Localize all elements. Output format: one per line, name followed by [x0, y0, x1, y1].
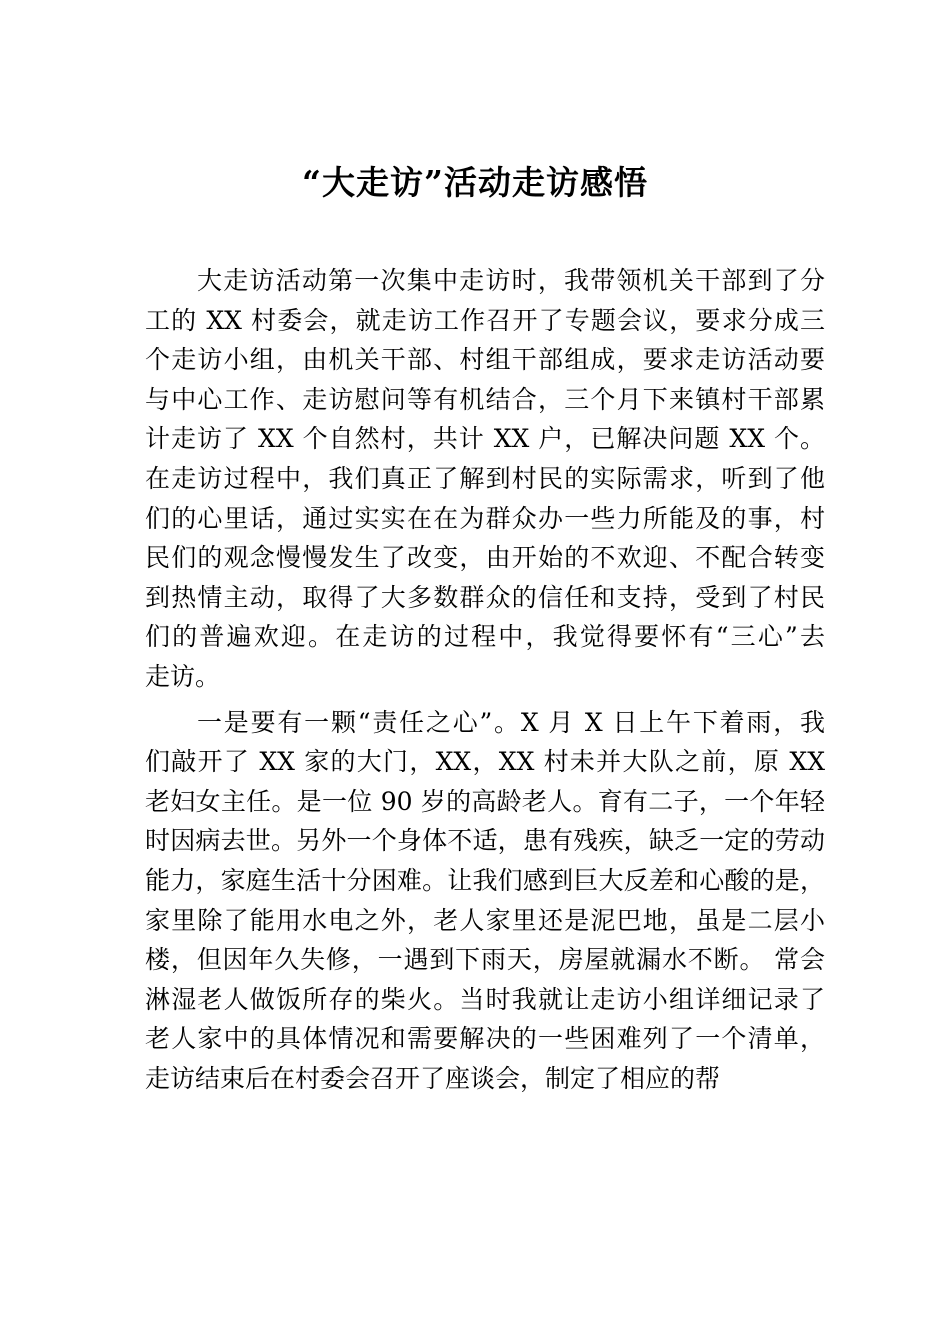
paragraph-line: 走访结束后在村委会召开了座谈会，制定了相应的帮 [145, 1063, 721, 1093]
paragraph-1 [145, 261, 825, 697]
paragraph-line: 老人家中的具体情况和需要解决的一些困难列了一个清单， [145, 1024, 825, 1054]
paragraph-line: 们的心里话，通过实实在在为群众办一些力所能及的事，村 [145, 503, 825, 533]
paragraph-line: 大走访活动第一次集中走访时，我带领机关干部到了分 [197, 266, 825, 295]
document-title: “大走访”活动走访感悟 [302, 163, 648, 202]
paragraph-line: 能力，家庭生活十分困难。让我们感到巨大反差和心酸的是， [145, 865, 825, 895]
paragraph-line: 老妇女主任。是一位 90 岁的高龄老人。育有二子，一个年轻 [145, 786, 825, 816]
paragraph-line: 家里除了能用水电之外，老人家里还是泥巴地，虽是二层小 [145, 905, 825, 935]
paragraph-line: 淋湿老人做饭所存的柴火。当时我就让走访小组详细记录了 [145, 984, 825, 1014]
paragraph-line: 一是要有一颗“责任之心”。X 月 X 日上午下着雨，我 [197, 707, 825, 737]
paragraph-2 [145, 703, 825, 1099]
paragraph-line: 们敲开了 XX 家的大门，XX，XX 村未并大队之前，原 XX [145, 747, 825, 777]
paragraph-line: 走访。 [145, 661, 221, 691]
paragraph-line: 时因病去世。另外一个身体不适，患有残疾，缺乏一定的劳动 [145, 826, 825, 856]
document-body [145, 261, 825, 1098]
paragraph-line: 在走访过程中，我们真正了解到村民的实际需求，听到了他 [145, 463, 825, 493]
paragraph-line: 与中心工作、走访慰问等有机结合，三个月下来镇村干部累 [145, 384, 825, 414]
paragraph-line: 个走访小组，由机关干部、村组干部组成，要求走访活动要 [145, 345, 825, 375]
paragraph-line: 计走访了 XX 个自然村，共计 XX 户，已解决问题 XX 个。 [145, 424, 825, 454]
paragraph-line: 们的普遍欢迎。在走访的过程中，我觉得要怀有“三心”去 [145, 622, 825, 652]
paragraph-line: 工的 XX 村委会，就走访工作召开了专题会议，要求分成三 [145, 305, 825, 335]
paragraph-line: 到热情主动，取得了大多数群众的信任和支持，受到了村民 [145, 582, 825, 612]
paragraph-line: 楼，但因年久失修，一遇到下雨天，房屋就漏水不断。 常会 [145, 945, 825, 975]
paragraph-line: 民们的观念慢慢发生了改变，由开始的不欢迎、不配合转变 [145, 543, 825, 573]
